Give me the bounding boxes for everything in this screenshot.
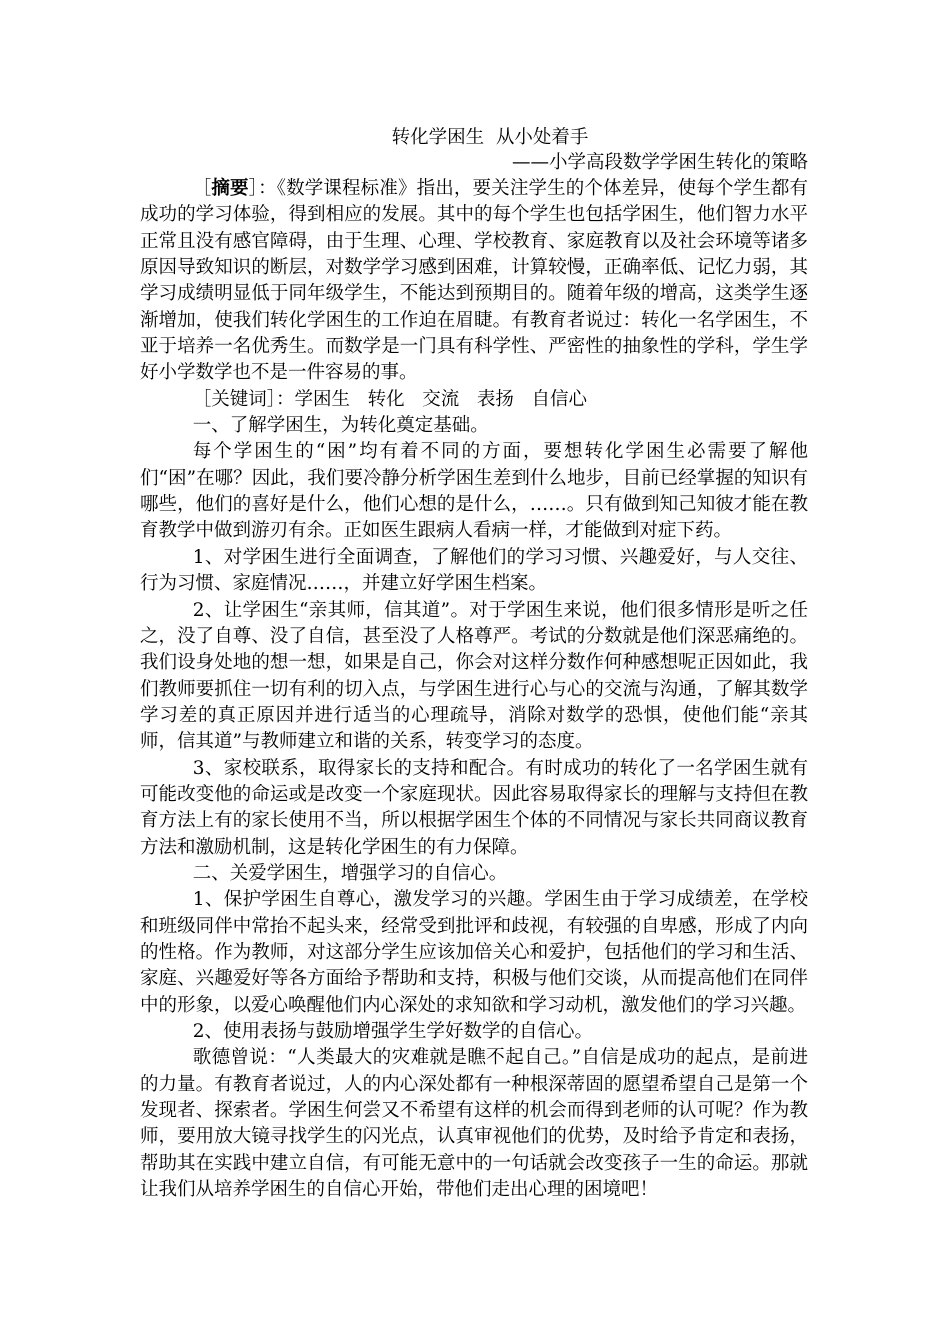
body-paragraph: 2、让学困生“亲其师，信其道”。对于学困生来说，他们很多情形是听之任之，没了自尊、没了自信，甚至没了人格尊严。考试的分数就是他们深恶痛绝的。我们设身处地的想一想，如果是自己，你会对这样分数作何种感想呢正因如此，我们教师要抓住一切有利的切入点，与学困生进行心与心的交流与沟通，了解其数学学习差的真正原因并进行适当的心理疏导，消除对数学的恐惧，使他们能“亲其师，信其道”与教师建立和谐的关系，转变学习的态度。 bbox=[140, 599, 808, 753]
body-paragraph: 1、保护学困生自尊心，激发学习的兴趣。学困生由于学习成绩差，在学校和班级同伴中常抬不起头来，经常受到批评和歧视，有较强的自卑感，形成了内向的性格。作为教师，对这部分学生应该加倍关心和爱护，包括他们的学习和生活、家庭、兴趣爱好等各方面给予帮助和支持，积极与他们交谈，从而提高他们在同伴中的形象，以爱心唤醒他们内心深处的求知欲和学习动机，激发他们的学习兴趣。 bbox=[140, 889, 808, 1016]
abstract-label-close: ］： bbox=[248, 178, 277, 199]
document-body bbox=[140, 176, 808, 1203]
body-paragraph: 1、对学困生进行全面调查，了解他们的学习习惯、兴趣爱好，与人交往、行为习惯、家庭情况……，并建立好学困生档案。 bbox=[140, 546, 808, 595]
keywords-text: 学困生 转化 交流 表扬 自信心 bbox=[294, 388, 588, 410]
abstract-paragraph bbox=[140, 176, 808, 387]
document-title: 转化学困生 从小处着手 bbox=[391, 127, 589, 148]
abstract-label: 摘要 bbox=[211, 178, 249, 199]
document-subtitle: ——小学高段数学学困生转化的策略 bbox=[511, 152, 808, 173]
abstract-label-open: ［ bbox=[192, 178, 212, 199]
section-heading: 一、了解学困生，为转化奠定基础。 bbox=[192, 415, 489, 437]
body-paragraph: 歌德曾说：“人类最大的灾难就是瞧不起自己。”自信是成功的起点，是前进的力量。有教育者说过，人的内心深处都有一种根深蒂固的愿望希望自己是第一个发现者、探索者。学困生何尝又不希望有这样的机会而得到老师的认可呢？作为教师，要用放大镜寻找学生的闪光点，认真审视他们的优势，及时给予肯定和表扬，帮助其在实践中建立自信，有可能无意中的一句话就会改变孩子一生的命运。那就让我们从培养学困生的自信心开始，带他们走出心理的困境吧！ bbox=[140, 1047, 808, 1201]
keywords-label: ［关键词］： bbox=[192, 388, 295, 410]
section-heading: 二、关爱学困生，增强学习的自信心。 bbox=[192, 862, 508, 884]
abstract-text: 《数学课程标准》指出，要关注学生的个体差异，使每个学生都有成功的学习体验，得到相应的发展。其中的每个学生也包括学困生，他们智力水平正常且没有感官障碍，由于生理、心理、学校教育、家庭教育以及社会环境等诸多原因导致知识的断层，对数学学习感到困难，计算较慢，正确率低、记忆力弱，其学习成绩明显低于同年级学生，不能达到预期目的。随着年级的增高，这类学生逐渐增加，使我们转化学困生的工作迫在眉睫。有教育者说过：转化一名学困生，不亚于培养一名优秀生。而数学是一门具有科学性、严密性的抽象性的学科，学生学好小学数学也不是一件容易的事。 bbox=[140, 178, 808, 384]
body-paragraph: 2、使用表扬与鼓励增强学生学好数学的自信心。 bbox=[192, 1021, 593, 1042]
body-paragraph: 每个学困生的“困”均有着不同的方面，要想转化学困生必需要了解他们“困”在哪？因此，我们要冷静分析学困生差到什么地步，目前已经掌握的知识有哪些，他们的喜好是什么，他们心想的是什么，……。只有做到知己知彼才能在教育教学中做到游刃有余。正如医生跟病人看病一样，才能做到对症下药。 bbox=[140, 441, 808, 542]
keywords-paragraph bbox=[140, 387, 808, 413]
body-paragraph: 3、家校联系，取得家长的支持和配合。有时成功的转化了一名学困生就有可能改变他的命运或是改变一个家庭现状。因此容易取得家长的理解与支持但在教育方法上有的家长使用不当，所以根据学困生个体的不同情况与家长共同商议教育方法和激励机制，这是转化学困生的有力保障。 bbox=[140, 757, 808, 858]
